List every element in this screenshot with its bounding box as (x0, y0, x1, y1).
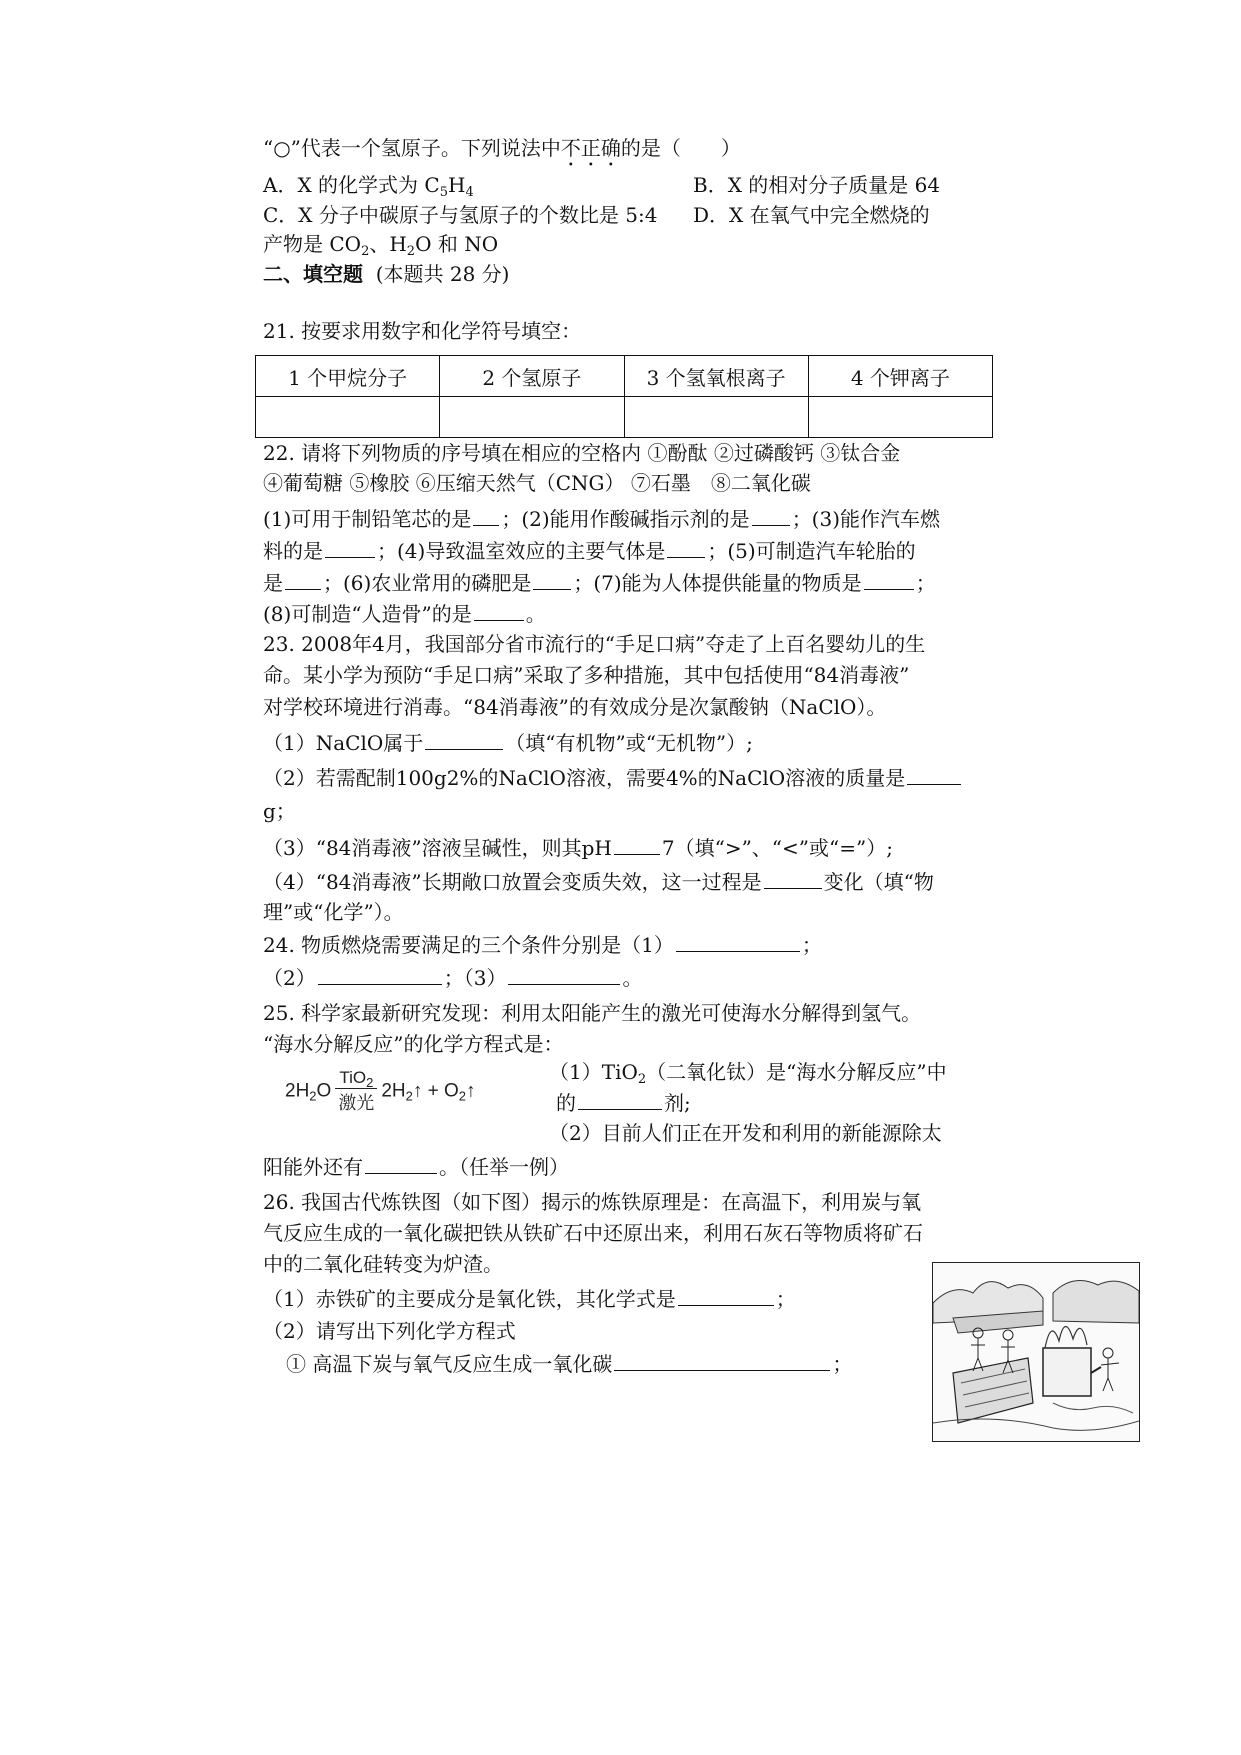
q20-option-b: B．X 的相对分子质量是 64 (693, 173, 941, 197)
q25-line1: 25. 科学家最新研究发现：利用太阳能产生的激光可使海水分解得到氢气。 (263, 1001, 922, 1025)
chemical-equation: $2H_2O$ $\frac{TiO_2}{\text{激光}}$ $2H_2↑$ + $O_2↑$ (285, 1068, 476, 1113)
table-header-cell: 4 个钾离子 (808, 356, 992, 397)
q23-line1: 23. 2008年4月，我国部分省市流行的“手足口病”夺走了上百名婴幼儿的生 (263, 632, 926, 656)
answer-blank[interactable] (864, 567, 914, 590)
answer-cell[interactable] (624, 397, 808, 438)
emphasis-text: 不正确 (560, 136, 621, 160)
q22-line1: 22. 请将下列物质的序号填在相应的空格内 ①酚酞 ②过磷酸钙 ③钛合金 (263, 441, 901, 465)
table-header-cell: 1 个甲烷分子 (256, 356, 440, 397)
q20-intro: “○”代表一个氢原子。下列说法中不正确的是（ ） (263, 136, 741, 160)
answer-blank[interactable] (325, 535, 375, 558)
q25-sub1-cont: 的 剂; (556, 1087, 691, 1118)
smelting-drawing (933, 1263, 1139, 1441)
answer-blank[interactable] (285, 567, 321, 590)
answer-cell[interactable] (440, 397, 624, 438)
answer-blank[interactable] (425, 727, 503, 750)
answer-blank[interactable] (614, 1348, 830, 1371)
q26-sub1: （1）赤铁矿的主要成分是氧化铁，其化学式是 ； (263, 1283, 796, 1314)
answer-blank[interactable] (365, 1151, 437, 1174)
q22-line2: ④葡萄糖 ⑤橡胶 ⑥压缩天然气（CNG） ⑦石墨 ⑧二氧化碳 (263, 471, 811, 495)
q26-line1: 26. 我国古代炼铁图（如下图）揭示的炼铁原理是：在高温下，利用炭与氧 (263, 1190, 922, 1214)
q23-sub2: （2）若需配制100g2%的NaClO溶液，需要4%的NaClO溶液的质量是 (263, 762, 963, 793)
answer-blank[interactable] (676, 929, 800, 952)
q22-line6: (8)可制造“人造骨”的是 。 (263, 598, 546, 629)
q24-line2: （2） ；（3） 。 (263, 962, 642, 993)
q22-line5: 是 ；(6)农业常用的磷肥是 ；(7)能为人体提供能量的物质是 ； (263, 567, 936, 598)
answer-blank[interactable] (907, 762, 961, 785)
q25-line2: “海水分解反应”的化学方程式是： (263, 1032, 564, 1056)
table-header-cell: 2 个氢原子 (440, 356, 624, 397)
answer-blank[interactable] (667, 535, 705, 558)
q20-option-d-cont: 产物是 $CO_2$、$H_2O$ 和 NO (263, 232, 499, 259)
answer-blank[interactable] (473, 503, 499, 526)
answer-blank[interactable] (578, 1087, 662, 1110)
section-heading: 二、填空题 (本题共 28 分) (263, 262, 510, 286)
q26-sub2: （2）请写出下列化学方程式 (263, 1319, 516, 1343)
q26-line3: 中的二氧化硅转变为炉渣。 (263, 1252, 503, 1276)
q23-line2: 命。某小学为预防“手足口病”采取了多种措施，其中包括使用“84消毒液” (263, 663, 910, 687)
q24-line1: 24. 物质燃烧需要满足的三个条件分别是（1） ； (263, 929, 822, 960)
iron-smelting-illustration (932, 1262, 1140, 1442)
answer-blank[interactable] (318, 962, 442, 985)
q26-line2: 气反应生成的一氧化碳把铁从铁矿石中还原出来，利用石灰石等物质将矿石 (263, 1221, 923, 1245)
answer-blank[interactable] (474, 598, 524, 621)
answer-blank[interactable] (614, 832, 660, 855)
q22-line4: 料的是 ；(4)导致温室效应的主要气体是 ；(5)可制造汽车轮胎的 (263, 535, 916, 566)
answer-blank[interactable] (764, 866, 822, 889)
q25-sub2-cont: 阳能外还有 。（任举一例） (263, 1151, 569, 1182)
answer-cell[interactable] (808, 397, 992, 438)
answer-blank[interactable] (533, 567, 571, 590)
q22-line3: (1)可用于制铅笔芯的是 ；(2)能用作酸碱指示剂的是 ；(3)能作汽车燃 (263, 503, 940, 534)
q21-table (255, 355, 993, 438)
q21-text: 21. 按要求用数字和化学符号填空： (263, 319, 582, 343)
q26-sub3: ① 高温下炭与氧气反应生成一氧化碳 ； (286, 1348, 852, 1379)
q23-sub2-cont: g； (263, 799, 296, 823)
answer-cell[interactable] (256, 397, 440, 438)
answer-blank[interactable] (752, 503, 790, 526)
q23-line3: 对学校环境进行消毒。“84消毒液”的有效成分是次氯酸钠（NaClO）。 (263, 695, 887, 719)
answer-blank[interactable] (678, 1283, 774, 1306)
q23-sub3: （3）“84消毒液”溶液呈碱性，则其pH 7（填“>”、“<”或“=”）; (263, 832, 893, 863)
q23-sub4: （4）“84消毒液”长期敞口放置会变质失效，这一过程是 变化（填“物 (263, 866, 934, 897)
q20-option-c: C．X 分子中碳原子与氢原子的个数比是 5:4 (263, 203, 658, 227)
q23-sub1: （1）NaClO属于 （填“有机物”或“无机物”）; (263, 727, 753, 758)
q20-option-a: A．X 的化学式为 $C_5H_4$ (263, 173, 474, 200)
q23-sub4-cont: 理”或“化学”）。 (263, 900, 404, 924)
q25-sub2: （2）目前人们正在开发和利用的新能源除太 (549, 1121, 942, 1145)
q20-option-d: D．X 在氧气中完全燃烧的 (693, 203, 930, 227)
q25-sub1: （1）TiO$_2$（二氧化钛）是“海水分解反应”中 (549, 1060, 947, 1087)
table-header-cell: 3 个氢氧根离子 (624, 356, 808, 397)
answer-blank[interactable] (508, 962, 620, 985)
